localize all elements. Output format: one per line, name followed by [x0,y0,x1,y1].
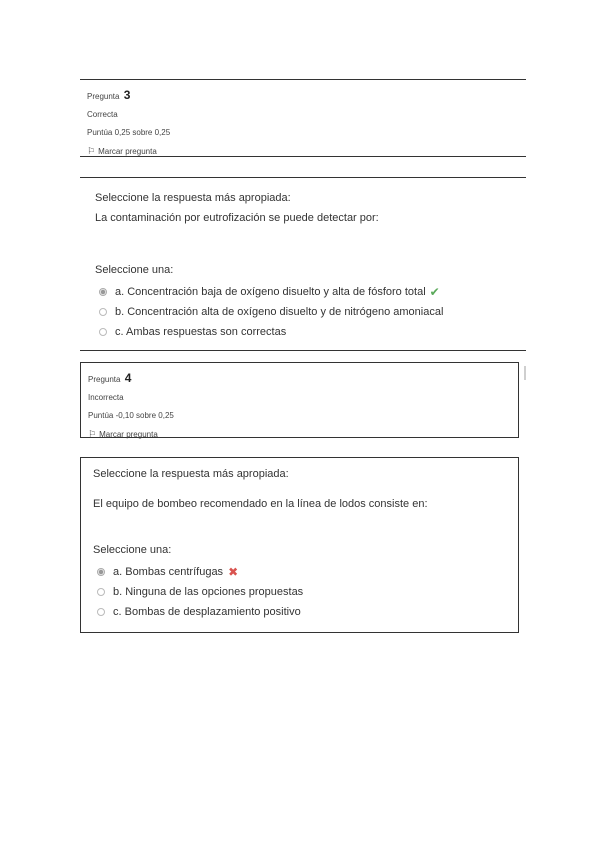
scroll-artifact [524,366,526,380]
question-instruction: Seleccione la respuesta más apropiada: [95,192,291,204]
question-3-title [87,86,519,106]
flag-question-link[interactable] [88,425,511,444]
question-status: Correcta [87,110,118,119]
question-4-title [88,369,511,389]
answer-option-b[interactable] [93,582,518,602]
question-instruction: Seleccione la respuesta más apropiada: [93,468,289,480]
answer-text: b. Concentración alta de oxígeno disuelto y de nitrógeno amoniacal [115,306,444,318]
checkmark-icon: ✔ [429,285,440,299]
question-number: 3 [123,88,131,102]
answer-option-b[interactable] [95,302,526,322]
answer-text: c. Bombas de desplazamiento positivo [113,606,301,618]
question-4-info [80,362,519,438]
question-score: Puntúa -0,10 sobre 0,25 [88,411,174,420]
question-number: 4 [124,371,132,385]
question-4-content [80,457,519,633]
answer-option-c[interactable] [93,602,518,622]
flag-question-label: Marcar pregunta [99,430,158,439]
answer-text: a. Bombas centrífugas [113,566,224,578]
flag-question-label: Marcar pregunta [98,147,157,156]
question-3-info [80,79,526,157]
radio-button[interactable] [97,588,105,596]
answer-option-a[interactable] [95,282,526,302]
question-status: Incorrecta [88,393,124,402]
radio-button[interactable] [97,608,105,616]
question-text: El equipo de bombeo recomendado en la línea de lodos consiste en: [93,498,428,510]
radio-button[interactable] [99,288,107,296]
radio-button[interactable] [97,568,105,576]
question-score: Puntúa 0,25 sobre 0,25 [87,128,171,137]
answer-text: a. Concentración baja de oxígeno disuelto y alta de fósforo total [115,286,426,298]
question-text: La contaminación por eutrofización se puede detectar por: [95,212,379,224]
radio-button[interactable] [99,308,107,316]
answer-option-c[interactable] [95,322,526,342]
answer-option-a[interactable] [93,562,518,582]
flag-icon: ⚐ [87,146,96,156]
select-one-label: Seleccione una: [93,544,172,556]
flag-icon: ⚐ [88,429,97,439]
answer-text: c. Ambas respuestas son correctas [115,326,287,338]
answer-text: b. Ninguna de las opciones propuestas [113,586,304,598]
question-label: Pregunta [88,375,121,384]
question-label: Pregunta [87,92,120,101]
flag-question-link[interactable] [87,142,519,161]
select-one-label: Seleccione una: [95,264,174,276]
question-3-content [80,177,526,351]
radio-button[interactable] [99,328,107,336]
cross-icon: ✖ [228,565,239,579]
